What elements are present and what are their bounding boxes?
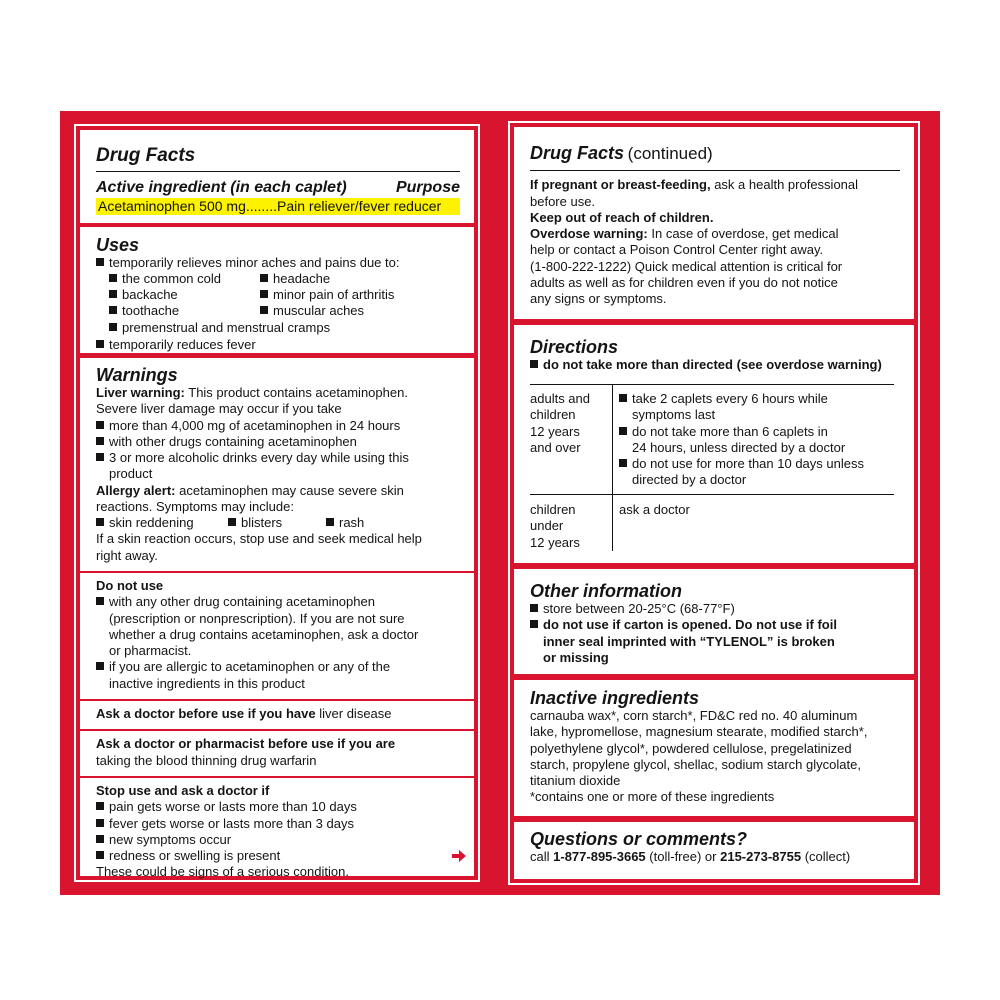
pregnant-text: before use. bbox=[530, 193, 596, 209]
use-item: premenstrual and menstrual cramps bbox=[122, 320, 331, 336]
dosage-item: symptoms last bbox=[632, 407, 716, 423]
storage-text: store between 20-25°C (68-77°F) bbox=[543, 601, 735, 616]
questions-title: Questions or comments? bbox=[530, 829, 748, 849]
uses-section bbox=[80, 227, 474, 353]
carton-warning: inner seal imprinted with “TYLENOL” is broken bbox=[543, 633, 835, 649]
stop-use-item: redness or swelling is present bbox=[109, 848, 281, 864]
use-item: minor pain of arthritis bbox=[273, 287, 395, 303]
liver-warning-label: Liver warning: bbox=[96, 385, 185, 400]
carton-warning: do not use if carton is opened. Do not use if foil bbox=[543, 617, 837, 633]
use-item: temporarily reduces fever bbox=[109, 336, 256, 352]
age-label: 12 years bbox=[530, 534, 580, 550]
age-label: children bbox=[530, 407, 576, 423]
stop-use-item: pain gets worse or lasts more than 10 days bbox=[109, 799, 357, 815]
divider bbox=[80, 729, 474, 731]
liver-item: more than 4,000 mg of acetaminophen in 24 hours bbox=[109, 417, 401, 433]
stop-use-item: fever gets worse or lasts more than 3 days bbox=[109, 815, 354, 831]
pregnant-label: If pregnant or breast-feeding, bbox=[530, 177, 711, 193]
ask-pharmacist-text: taking the blood thinning drug warfarin bbox=[96, 752, 317, 768]
drug-facts-right-panel bbox=[514, 127, 914, 879]
do-not-use-item: whether a drug contains acetaminophen, ask a doctor bbox=[109, 626, 419, 642]
inactive-ingredients-section bbox=[514, 680, 914, 816]
age-label: under bbox=[530, 518, 564, 534]
inactive-ingredients-text: carnauba wax*, corn starch*, FD&C red no. 40 aluminum bbox=[530, 708, 858, 723]
overdose-label: Overdose warning: bbox=[530, 226, 648, 242]
use-item: toothache bbox=[122, 303, 180, 319]
uses-intro: temporarily relieves minor aches and pains due to: bbox=[109, 255, 400, 270]
dosage-item: take 2 caplets every 6 hours while bbox=[632, 391, 828, 406]
inactive-ingredients-text: starch, propylene glycol, shellac, sodium starch glycolate, bbox=[530, 756, 861, 772]
inactive-ingredients-title: Inactive ingredients bbox=[530, 688, 700, 708]
age-label: adults and bbox=[530, 391, 590, 406]
divider bbox=[80, 776, 474, 778]
allergy-text: acetaminophen may cause severe skin bbox=[179, 482, 404, 498]
dosage-item: ask a doctor bbox=[619, 502, 690, 517]
continued-label: (continued) bbox=[627, 144, 713, 163]
directions-table bbox=[530, 384, 894, 551]
stop-use-after: These could be signs of a serious condition. bbox=[96, 864, 349, 880]
allergy-text: reactions. Symptoms may include: bbox=[96, 499, 294, 515]
inactive-ingredients-text: lake, hypromellose, magnesium stearate, modified starch*, bbox=[530, 724, 868, 740]
carton-warning: or missing bbox=[543, 649, 609, 665]
other-info-title: Other information bbox=[530, 581, 682, 601]
overdose-text: adults as well as for children even if you do not notice bbox=[530, 275, 838, 291]
liver-warning-text: This product contains acetaminophen. bbox=[188, 385, 408, 400]
age-label: children bbox=[530, 502, 576, 517]
stop-use-item: new symptoms occur bbox=[109, 831, 232, 847]
title-rule bbox=[96, 171, 460, 172]
call-text: call bbox=[530, 849, 550, 864]
inactive-ingredients-text: polyethylene glycol*, powdered cellulose, pregelatinized bbox=[530, 740, 852, 756]
inactive-note: *contains one or more of these ingredients bbox=[530, 789, 775, 805]
divider bbox=[80, 571, 474, 573]
other-information-section bbox=[514, 569, 914, 674]
active-ingredient-section bbox=[80, 130, 474, 223]
keep-out-text: Keep out of reach of children. bbox=[530, 209, 714, 225]
inactive-ingredients-text: titanium dioxide bbox=[530, 773, 621, 789]
divider bbox=[80, 699, 474, 701]
directions-title: Directions bbox=[530, 337, 619, 357]
allergy-item: blisters bbox=[241, 515, 283, 531]
use-item: the common cold bbox=[122, 271, 221, 287]
pregnant-text: ask a health professional bbox=[714, 177, 859, 193]
stop-use-title: Stop use and ask a doctor if bbox=[96, 782, 270, 798]
allergy-item: rash bbox=[339, 515, 365, 531]
directions-section bbox=[514, 325, 914, 563]
collect-label: (collect) bbox=[804, 849, 851, 864]
overdose-text: help or contact a Poison Control Center right away. bbox=[530, 242, 824, 258]
liver-warning-text: Severe liver damage may occur if you take bbox=[96, 401, 342, 417]
do-not-use-item: (prescription or nonprescription). If you are not sure bbox=[109, 610, 405, 626]
ask-doctor-text: liver disease bbox=[319, 706, 392, 722]
allergy-item: skin reddening bbox=[109, 515, 194, 531]
drug-facts-title: Drug Facts bbox=[96, 145, 196, 166]
liver-item: 3 or more alcoholic drinks every day while using this bbox=[109, 450, 409, 466]
uses-title: Uses bbox=[96, 235, 140, 255]
do-not-use-item: with any other drug containing acetaminophen bbox=[109, 594, 375, 610]
liver-item: product bbox=[109, 466, 153, 482]
continue-arrow-icon bbox=[452, 850, 466, 862]
do-not-use-item: inactive ingredients in this product bbox=[109, 675, 305, 691]
do-not-use-item: if you are allergic to acetaminophen or any of the bbox=[109, 659, 391, 675]
warnings-title: Warnings bbox=[96, 365, 178, 385]
use-item: backache bbox=[122, 287, 178, 303]
overdose-text: In case of overdose, get medical bbox=[651, 226, 839, 242]
allergy-text: right away. bbox=[96, 547, 158, 563]
continued-section bbox=[514, 127, 914, 319]
age-label: and over bbox=[530, 439, 581, 455]
ask-doctor-label: Ask a doctor before use if you have bbox=[96, 706, 316, 722]
do-not-use-title: Do not use bbox=[96, 577, 164, 593]
overdose-text: (1-800-222-1222) Quick medical attention is critical for bbox=[530, 258, 843, 274]
drug-facts-title: Drug Facts bbox=[530, 143, 625, 163]
age-label: 12 years bbox=[530, 423, 580, 439]
active-ingredient-header: Active ingredient (in each caplet) bbox=[96, 179, 347, 196]
title-rule bbox=[530, 170, 900, 171]
dosage-item: do not use for more than 10 days unless bbox=[632, 456, 864, 472]
ask-pharmacist-label: Ask a doctor or pharmacist before use if you are bbox=[96, 736, 396, 752]
use-item: muscular aches bbox=[273, 303, 365, 319]
drug-facts-left-panel bbox=[80, 130, 474, 880]
toll-free-phone: 1-877-895-3665 bbox=[553, 849, 646, 864]
dosage-item: do not take more than 6 caplets in bbox=[632, 423, 828, 439]
questions-section bbox=[514, 822, 914, 879]
overdose-text: any signs or symptoms. bbox=[530, 291, 667, 307]
active-ingredient-line: Acetaminophen 500 mg........Pain reliever/fever reducer bbox=[96, 198, 460, 215]
directions-warning: do not take more than directed (see overdose warning) bbox=[543, 357, 882, 372]
collect-phone: 215-273-8755 bbox=[720, 849, 802, 864]
dosage-item: directed by a doctor bbox=[632, 472, 747, 488]
allergy-alert-label: Allergy alert: bbox=[96, 482, 176, 498]
do-not-use-item: or pharmacist. bbox=[109, 643, 192, 659]
allergy-text: If a skin reaction occurs, stop use and seek medical help bbox=[96, 531, 422, 547]
dosage-item: 24 hours, unless directed by a doctor bbox=[632, 439, 846, 455]
purpose-header: Purpose bbox=[395, 179, 460, 196]
liver-item: with other drugs containing acetaminophen bbox=[109, 433, 357, 449]
use-item: headache bbox=[273, 271, 331, 287]
toll-free-label: (toll-free) or bbox=[649, 849, 717, 864]
warnings-section bbox=[80, 358, 474, 880]
